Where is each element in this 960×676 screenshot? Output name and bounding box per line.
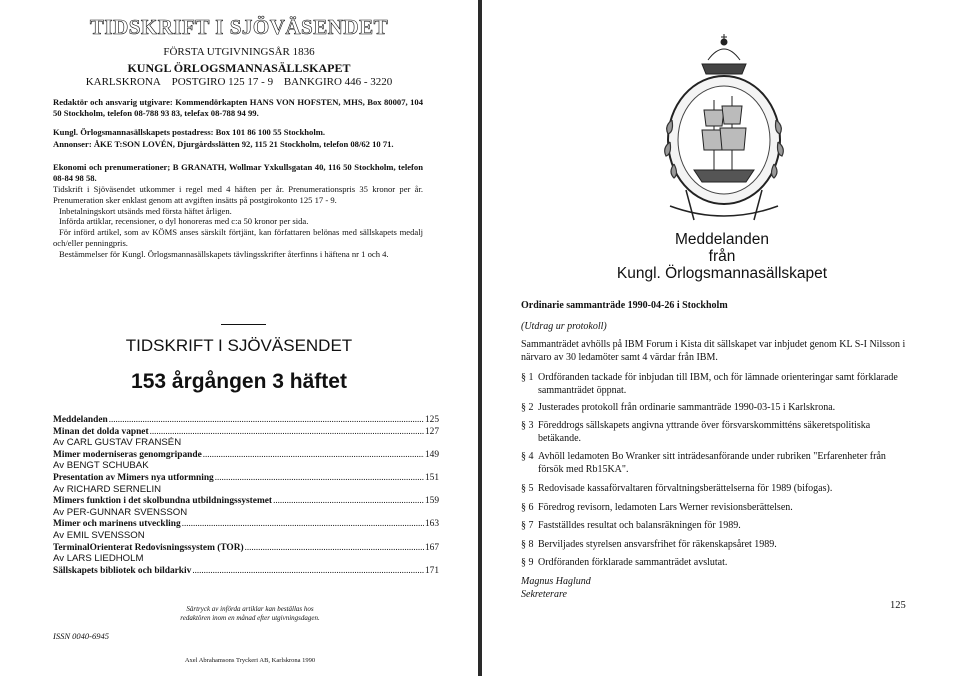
address-bankgiro: BANKGIRO 446 - 3220 [283, 76, 393, 88]
subscription-info [53, 184, 423, 260]
info-line: Införda artiklar, recensioner, o dyl honoreras med c:a 50 kronor per sida. [59, 216, 309, 227]
society-name: KUNGL ÖRLOGSMANNASÄLLSKAPET [127, 61, 351, 75]
toc-leader [150, 426, 424, 437]
minutes-item-text: Berviljades styrelsen ansvarsfrihet för räkenskapsåret 1989. [538, 539, 777, 550]
toc-title: Mimers funktion i det skolbundna utbildningssystemet [53, 496, 273, 507]
toc-author: Av RICHARD SERNELIN [53, 483, 162, 495]
issue-title: TIDSKRIFT I SJÖVÄSENDET [125, 336, 353, 355]
paragraph-symbol: § 3 [521, 420, 534, 431]
minutes-item [521, 372, 909, 397]
toc-title: Meddelanden [53, 415, 108, 425]
divider [221, 324, 266, 325]
meeting-title: Ordinarie sammanträde 1990-04-26 i Stockholm [521, 300, 728, 311]
editor-info: Redaktör och ansvarig utgivare: Kommendörkapten HANS VON HOFSTEN, MHS, Box 80007, 104 50 Stockholm, telefon 08-788 93 83, telefax 08-788 94 99. [53, 97, 423, 118]
royal-crown-ship-emblem-icon [650, 30, 798, 230]
info-line: Bestämmelser för Kungl. Örlogsmannasällskapets tävlingsskrifter återfinns i häftena nr 1 och 4. [59, 248, 389, 259]
toc-page: 163 [424, 519, 439, 530]
paragraph-symbol: § 1 [521, 372, 534, 383]
paragraph-symbol: § 8 [521, 539, 534, 550]
economy-info: Ekonomi och prenumerationer; B GRANATH, Wollmar Yxkullsgatan 40, 116 50 Stockholm, telefon 08-84 98 58. [53, 162, 423, 183]
paragraph-symbol: § 6 [521, 502, 534, 513]
left-page [0, 0, 478, 676]
paragraph-symbol: § 9 [521, 557, 534, 568]
toc-entry[interactable] [53, 472, 439, 484]
minutes-item [521, 402, 909, 415]
signature-name: Magnus Haglund [521, 576, 591, 587]
table-of-contents [53, 414, 439, 576]
minutes-item-text: Ordföranden tackade för inbjudan till IBM, och för lämnade orienteringar samt förklarade sammanträdet öppnat. [538, 372, 898, 396]
toc-entry[interactable] [53, 495, 439, 507]
section-title-line: Meddelanden [675, 231, 769, 248]
minutes-item-text: Föredrog revisorn, ledamoten Lars Werner revisionsberättelsen. [538, 502, 793, 513]
toc-page: 149 [424, 449, 439, 460]
meeting-intro: Sammanträdet avhölls på IBM Forum i Kista dit sällskapet var inbjudet genom KL S-I Nilsson i närvaro av 30 ledamöter samt 4 värdar från IBM. [521, 339, 906, 363]
postal-address: Kungl. Örlogsmannasällskapets postadress: Box 101 86 100 55 Stockholm. [53, 127, 326, 137]
minutes-note: (Utdrag ur protokoll) [521, 321, 607, 332]
reprint-note-line: Särtryck av införda artiklar kan beställas hos [186, 605, 314, 613]
signature-role: Sekreterare [521, 589, 567, 600]
minutes-item-text: Justerades protokoll från ordinarie sammanträde 1990-03-15 i Karlskrona. [538, 402, 836, 413]
toc-leader [273, 495, 424, 506]
printer-line: Axel Abrahamsons Tryckeri AB, Karlskrona 1990 [184, 657, 316, 664]
magazine-title: TIDSKRIFT I SJÖVÄSENDET [89, 15, 389, 39]
toc-author: Av LARS LIEDHOLM [53, 553, 144, 565]
paragraph-symbol: § 7 [521, 520, 534, 531]
toc-leader [182, 518, 424, 529]
toc-leader [215, 472, 424, 483]
address-line [0, 76, 478, 88]
founded-line: FÖRSTA UTGIVNINGSÅR 1836 [163, 46, 315, 58]
toc-title: Sällskapets bibliotek och bildarkiv [53, 565, 192, 576]
section-title-line: Kungl. Örlogsmannasällskapet [616, 265, 828, 282]
minutes-item-text: Redovisade kassaförvaltaren förvaltningsberättelserna för 1989 (bifogas). [538, 483, 833, 494]
minutes-item-text: Avhöll ledamoten Bo Wranker sitt inträdesanförande under rubriken "Erfarenheter från försök med Rb15KA". [538, 451, 886, 475]
info-line: Inbetalningskort utsänds med första häftet årligen. [59, 205, 232, 216]
info-line: För införd artikel, som av KÖMS anses särskilt förtjänt, kan författaren belönas med sällskapets medalj och/eller penningpris. [53, 227, 423, 248]
toc-page: 171 [424, 565, 439, 576]
minutes-item-text: Ordföranden förklarade sammanträdet avslutat. [538, 557, 728, 568]
toc-author: Av BENGT SCHUBAK [53, 460, 149, 472]
toc-title: Presentation av Mimers nya utformning [53, 472, 214, 483]
reprint-note-line: redaktören inom en månad efter utgivningsdagen. [180, 613, 320, 622]
toc-entry[interactable] [53, 518, 439, 530]
toc-leader [109, 414, 424, 425]
toc-page: 125 [424, 415, 439, 425]
toc-leader [203, 449, 424, 460]
toc-title: Mimer och marinens utveckling [53, 519, 181, 530]
issue-subtitle: 153 årgången 3 häftet [131, 370, 347, 393]
minutes-item [521, 557, 909, 570]
address-postgiro: POSTGIRO 125 17 - 9 [171, 76, 274, 88]
toc-page: 167 [424, 542, 439, 553]
paragraph-symbol: § 4 [521, 451, 534, 462]
toc-leader [245, 542, 424, 553]
issn: ISSN 0040-6945 [53, 631, 109, 641]
section-title-line: från [708, 248, 736, 265]
minutes-item [521, 483, 909, 496]
toc-author: Av CARL GUSTAV FRANSÉN [53, 437, 182, 449]
minutes-item-text: Föreddrogs sällskapets angivna yttrande över försvarskommitténs säkeretspolitiska betäkande. [538, 420, 871, 444]
toc-entry[interactable] [53, 426, 439, 438]
toc-entry[interactable] [53, 542, 439, 554]
paragraph-symbol: § 5 [521, 483, 534, 494]
toc-page: 127 [424, 426, 439, 437]
ads-info: Annonser: ÅKE T:SON LOVÉN, Djurgårdsslätten 92, 115 21 Stockholm, telefon 08/62 10 71. [53, 139, 394, 149]
minutes-item [521, 451, 909, 476]
toc-page: 151 [424, 472, 439, 483]
page-number: 125 [890, 600, 906, 611]
toc-entry[interactable] [53, 414, 439, 426]
toc-author: Av EMIL SVENSSON [53, 529, 145, 541]
minutes-item [521, 520, 909, 533]
toc-title: TerminalOrienterat Redovisningssystem (TOR) [53, 542, 244, 553]
right-page [482, 0, 960, 676]
minutes-item-text: Fastställdes resultat och balansräkningen för 1989. [538, 520, 741, 531]
toc-entry[interactable] [53, 449, 439, 461]
paragraph-symbol: § 2 [521, 402, 534, 413]
toc-entry[interactable] [53, 565, 439, 577]
minutes-item [521, 539, 909, 552]
toc-page: 159 [424, 496, 439, 507]
toc-author: Av PER-GUNNAR SVENSSON [53, 506, 188, 518]
minutes-item [521, 420, 909, 445]
info-line: Tidskrift i Sjöväsendet utkommer i regel med 4 häften per år. Prenumerationspris 35 kronor per år. Prenumeration sker enklast genom att avgiften insätts på postgirokonto 125 17 - 9. [53, 184, 423, 205]
minutes-item [521, 502, 909, 515]
toc-title: Mimer moderniseras genomgripande [53, 449, 202, 460]
toc-title: Minan det dolda vapnet [53, 426, 149, 437]
address-city: KARLSKRONA [85, 76, 161, 88]
toc-leader [192, 565, 424, 576]
reprint-note [150, 605, 350, 622]
